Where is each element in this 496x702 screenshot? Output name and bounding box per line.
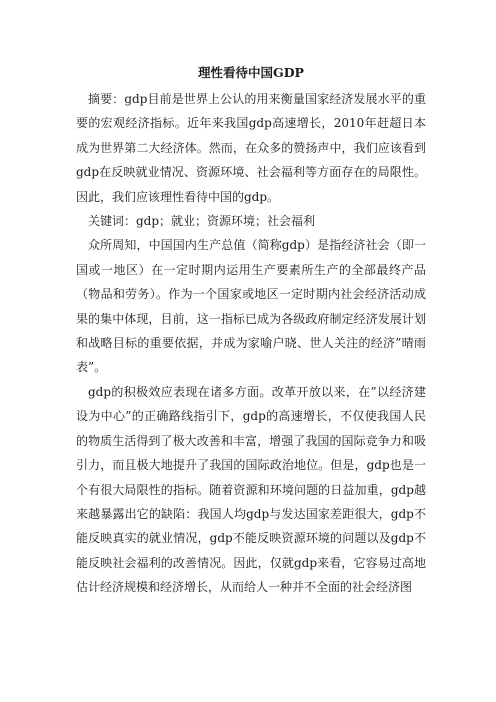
keywords-paragraph: 关键词：gdp；就业；资源环境；社会福利 — [88, 214, 316, 229]
body-paragraph-2: gdp的积极效应表现在诸多方面。改革开放以来，在”以经济建设为中心”的正确路线指引下，gdp的高速增长，不仅使我国人民的物质生活得到了极大改善和丰富，增强了我国的国际竞争力和吸引力，而且极大地提升了我国的国际政治地位。但是，gdp也是一个有很大局限性的指标。随着资源和环境问题的日益加重，gdp越来越暴露出它的缺陷：我国人均gdp与发达国家差距很大，gdp不能反映真实的就业情况，gdp不能反映资源环境的问题以及gdp不能反映社会福利的改善情况。因此，仅就gdp来看，它容易过高地估计经济规模和经济增长，从而给人一种并不全面的社会经济图 — [76, 384, 426, 595]
document-title: 理性看待中国GDP — [198, 65, 304, 80]
body-paragraph-1: 众所周知，中国国内生产总值（简称gdp）是指经济社会（即一国或一地区）在一定时期内运用生产要素所生产的全部最终产品（物品和劳务）。作为一个国家或地区一定时期内社会经济活动成果的集中体现，目前，这一指标已成为各级政府制定经济发展计划和战略目标的重要依据，并成为家喻户晓、世人关注的经济”晴雨表”。 — [76, 238, 426, 375]
abstract-paragraph: 摘要：gdp目前是世界上公认的用来衡量国家经济发展水平的重要的宏观经济指标。近年来我国gdp高速增长，2010年赶超日本成为世界第二大经济体。然而，在众多的赞扬声中，我们应该看到gdp在反映就业情况、资源环境、社会福利等方面存在的局限性。因此，我们应该理性看待中国的gdp。 — [76, 92, 426, 204]
